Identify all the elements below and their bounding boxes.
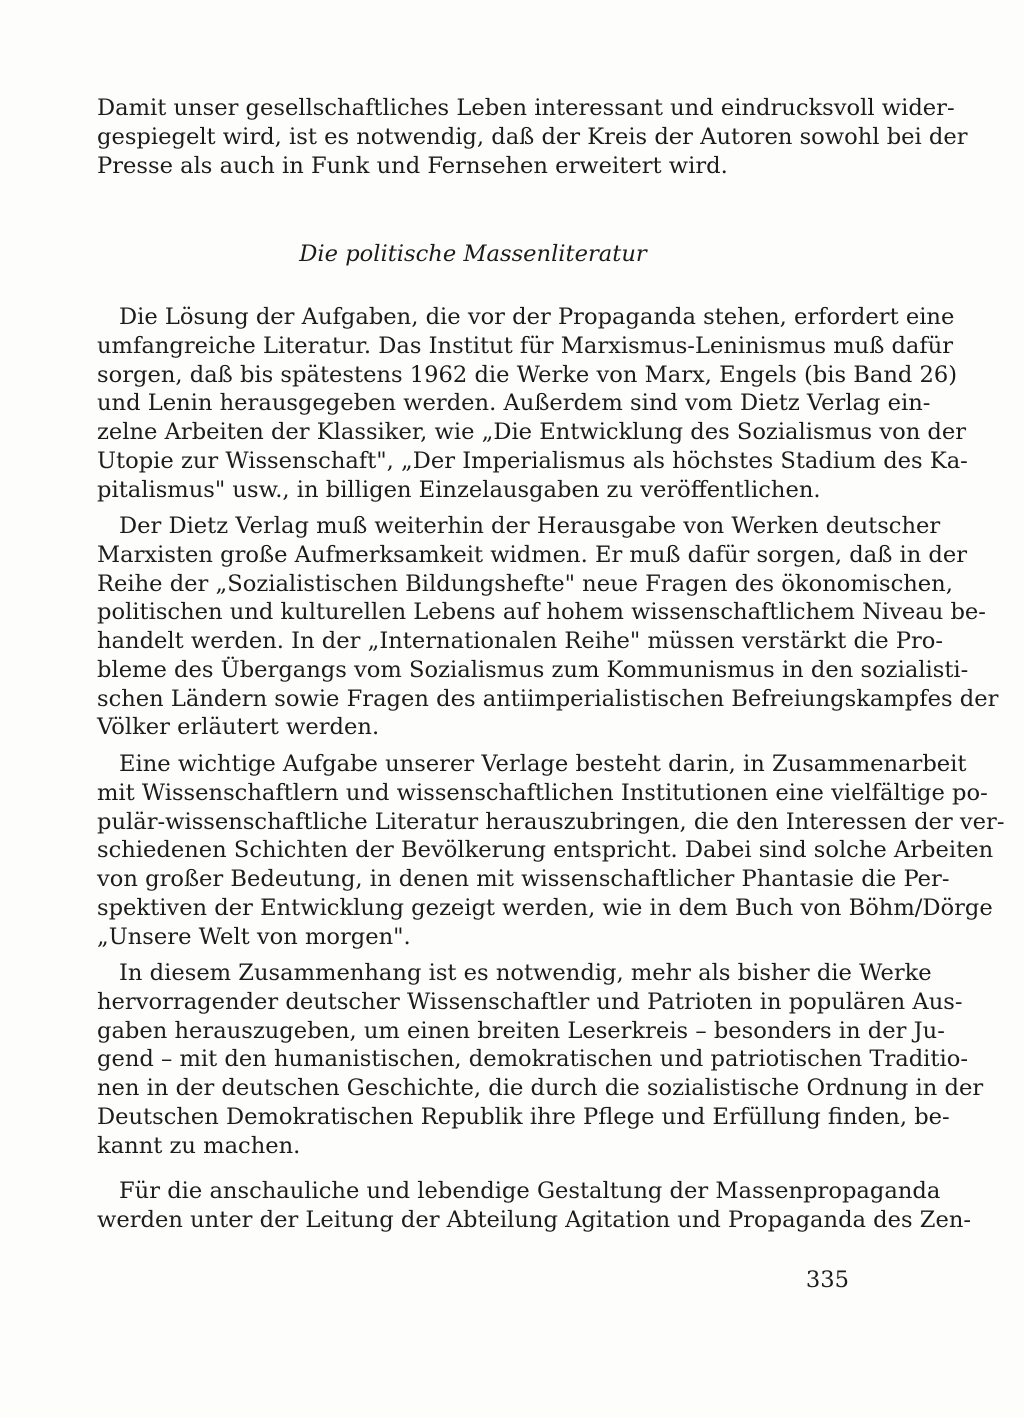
- page-number: 335: [805, 1267, 849, 1293]
- text-line: hervorragender deutscher Wissenschaftler und Patrioten in populären Aus-: [97, 988, 963, 1015]
- text-line: Die Lösung der Aufgaben, die vor der Propaganda stehen, erfordert eine: [119, 304, 955, 330]
- text-line: schen Ländern sowie Fragen des antiimperialistischen Befreiungskampfes der: [97, 685, 999, 712]
- text-line: Deutschen Demokratischen Republik ihre Pflege und Erfüllung finden, be-: [97, 1103, 950, 1130]
- paragraph: [97, 303, 968, 504]
- text-line: bleme des Übergangs vom Sozialismus zum Kommunismus in den sozialisti-: [97, 656, 969, 683]
- text-line: zelne Arbeiten der Klassiker, wie „Die Entwicklung des Sozialismus von der: [97, 419, 967, 445]
- paragraph: [97, 750, 1005, 951]
- text-line: nen in der deutschen Geschichte, die durch die sozialistische Ordnung in der: [97, 1075, 984, 1101]
- text-line: Reihe der „Sozialistischen Bildungshefte" neue Fragen des ökonomischen,: [97, 570, 953, 597]
- text-line: kannt zu machen.: [97, 1132, 301, 1159]
- text-line: Presse als auch in Funk und Fernsehen erweitert wird.: [97, 152, 728, 179]
- text-line: Der Dietz Verlag muß weiterhin der Herausgabe von Werken deutscher: [119, 513, 941, 539]
- text-line: Utopie zur Wissenschaft", „Der Imperialismus als höchstes Stadium des Ka-: [97, 447, 968, 474]
- intro-paragraph: [97, 94, 968, 180]
- section-heading: Die politische Massenliteratur: [299, 241, 647, 267]
- text-line: sorgen, daß bis spätestens 1962 die Werke von Marx, Engels (bis Band 26): [97, 361, 958, 388]
- text-line: In diesem Zusammenhang ist es notwendig, mehr als bisher die Werke: [119, 960, 932, 986]
- text-line: und Lenin herausgegeben werden. Außerdem sind vom Dietz Verlag ein-: [97, 390, 931, 417]
- text-line: gespiegelt wird, ist es notwendig, daß der Kreis der Autoren sowohl bei der: [97, 123, 968, 150]
- paragraph: [97, 1177, 972, 1235]
- text-line: von großer Bedeutung, in denen mit wissenschaftlicher Phantasie die Per-: [97, 866, 950, 892]
- text-line: „Unsere Welt von morgen".: [97, 923, 411, 950]
- text-line: werden unter der Leitung der Abteilung Agitation und Propaganda des Zen-: [97, 1206, 972, 1233]
- text-line: handelt werden. In der „Internationalen Reihe" müssen verstärkt die Pro-: [97, 628, 944, 654]
- text-line: gaben herauszugeben, um einen breiten Leserkreis – besonders in der Ju-: [97, 1017, 945, 1044]
- paragraph: [97, 512, 999, 742]
- text-line: politischen und kulturellen Lebens auf hohem wissenschaftlichem Niveau be-: [97, 599, 986, 626]
- text-line: pulär-wissenschaftliche Literatur herauszubringen, die den Interessen der ver-: [97, 808, 1005, 835]
- text-line: spektiven der Entwicklung gezeigt werden, wie in dem Buch von Böhm/Dörge: [97, 894, 993, 921]
- text-line: Eine wichtige Aufgabe unserer Verlage besteht darin, in Zusammenarbeit: [119, 751, 967, 777]
- text-line: pitalismus" usw., in billigen Einzelausgaben zu veröffentlichen.: [97, 476, 821, 503]
- text-line: schiedenen Schichten der Bevölkerung entspricht. Dabei sind solche Arbeiten: [97, 837, 994, 864]
- text-line: mit Wissenschaftlern und wissenschaftlichen Institutionen eine vielfältige po-: [97, 779, 988, 806]
- text-line: Marxisten große Aufmerksamkeit widmen. Er muß dafür sorgen, daß in der: [97, 541, 968, 568]
- text-line: gend – mit den humanistischen, demokratischen und patriotischen Traditio-: [97, 1046, 968, 1073]
- text-line: Für die anschauliche und lebendige Gestaltung der Massenpropaganda: [119, 1178, 941, 1204]
- text-line: Damit unser gesellschaftliches Leben interessant und eindrucksvoll wider-: [97, 95, 955, 121]
- text-line: Völker erläutert werden.: [97, 714, 380, 741]
- paragraph: [97, 959, 984, 1160]
- text-line: umfangreiche Literatur. Das Institut für Marxismus-Leninismus muß dafür: [97, 332, 954, 359]
